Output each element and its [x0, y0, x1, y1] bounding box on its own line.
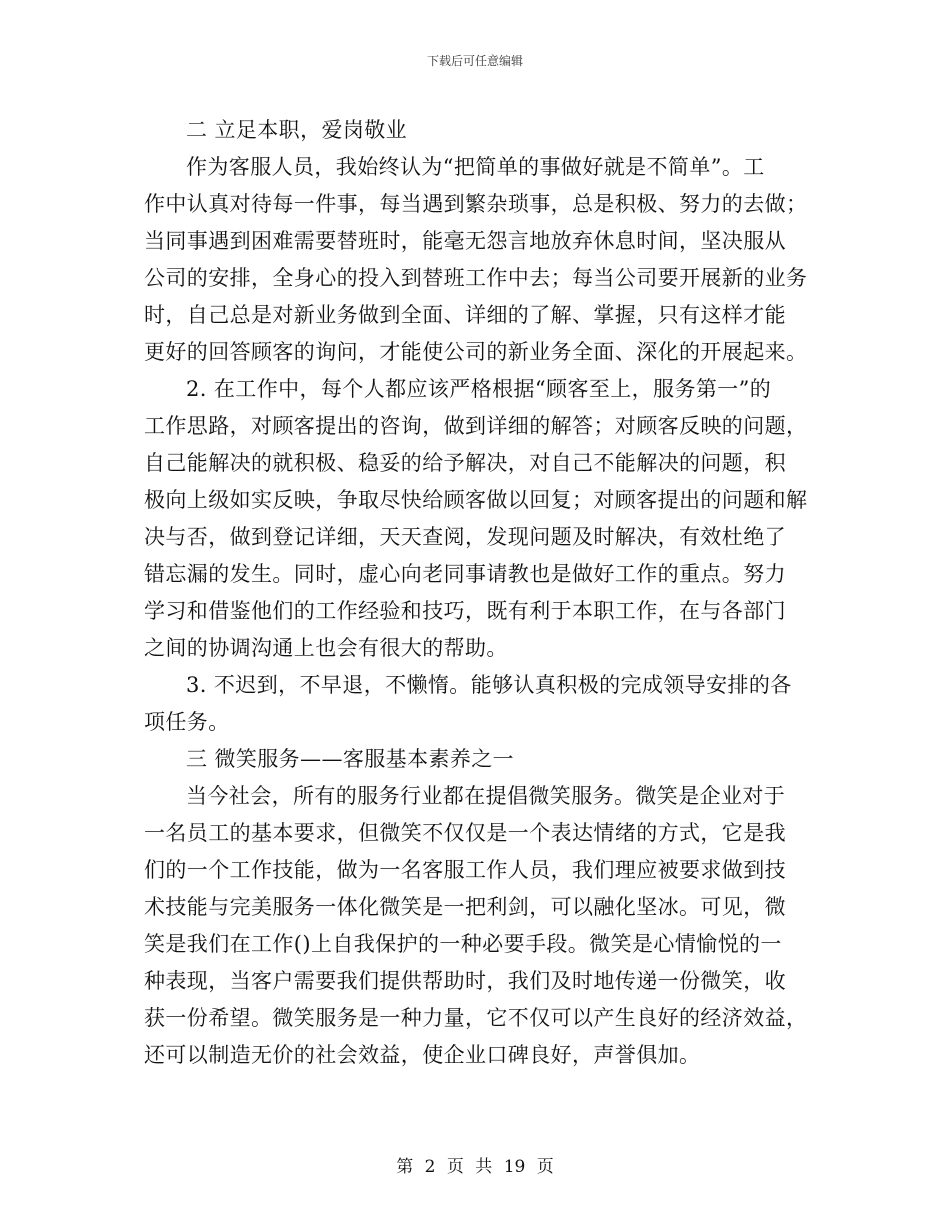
paragraph-line: 极向上级如实反映，争取尽快给顾客做以回复；对顾客提出的问题和解 — [144, 488, 808, 512]
paragraph-line: 错忘漏的发生。同时，虚心向老同事请教也是做好工作的重点。努力 — [144, 562, 786, 586]
paragraph-line: 更好的回答顾客的询问，才能使公司的新业务全面、深化的开展起来。 — [144, 340, 808, 364]
page-header: 下载后可任意编辑 — [426, 54, 523, 68]
paragraph-line: 项任务。 — [144, 710, 230, 734]
page-number: 第 2 页 共 19 页 — [396, 1157, 554, 1177]
paragraph-line: 们的一个工作技能，做为一名客服工作人员，我们理应被要求做到技 — [144, 858, 786, 882]
paragraph-line: 公司的安排，全身心的投入到替班工作中去；每当公司要开展新的业务 — [144, 266, 808, 290]
section-heading: 三 微笑服务——客服基本素养之一 — [186, 747, 515, 771]
paragraph-line: 工作思路，对顾客提出的咨询，做到详细的解答；对顾客反映的问题， — [144, 414, 808, 438]
paragraph-line: 一名员工的基本要求，但微笑不仅仅是一个表达情绪的方式，它是我 — [144, 821, 786, 845]
paragraph-line: 作中认真对待每一件事，每当遇到繁杂琐事，总是积极、努力的去做； — [144, 192, 808, 216]
paragraph-line: 时，自己总是对新业务做到全面、详细的了解、掌握，只有这样才能 — [144, 303, 786, 327]
paragraph-line: 获一份希望。微笑服务是一种力量，它不仅可以产生良好的经济效益， — [144, 1006, 808, 1030]
paragraph-line: 术技能与完美服务一体化微笑是一把利剑，可以融化坚冰。可见，微 — [144, 895, 786, 919]
paragraph-line: 当今社会，所有的服务行业都在提倡微笑服务。微笑是企业对于 — [186, 784, 786, 808]
paragraph-line: 当同事遇到困难需要替班时，能毫无怨言地放弃休息时间，坚决服从 — [144, 229, 786, 253]
paragraph-line: 还可以制造无价的社会效益，使企业口碑良好，声誉俱加。 — [144, 1043, 701, 1067]
paragraph-line: 笑是我们在工作()上自我保护的一种必要手段。微笑是心情愉悦的一 — [144, 932, 782, 956]
paragraph-line: 种表现，当客户需要我们提供帮助时，我们及时地传递一份微笑，收 — [144, 969, 786, 993]
paragraph-line: 之间的协调沟通上也会有很大的帮助。 — [144, 636, 508, 660]
paragraph-line: 作为客服人员，我始终认为“把简单的事做好就是不简单”。工 — [186, 155, 765, 179]
paragraph-line: 决与否，做到登记详细，天天查阅，发现问题及时解决，有效杜绝了 — [144, 525, 786, 549]
paragraph-line: 学习和借鉴他们的工作经验和技巧，既有利于本职工作，在与各部门 — [144, 599, 786, 623]
paragraph-line: 3. 不迟到，不早退，不懒惰。能够认真积极的完成领导安排的各 — [186, 673, 792, 697]
paragraph-line: 自己能解决的就积极、稳妥的给予解决，对自己不能解决的问题，积 — [144, 451, 786, 475]
section-heading: 二 立足本职，爱岗敬业 — [186, 118, 408, 142]
paragraph-line: 2. 在工作中，每个人都应该严格根据“顾客至上，服务第一”的 — [186, 377, 772, 401]
